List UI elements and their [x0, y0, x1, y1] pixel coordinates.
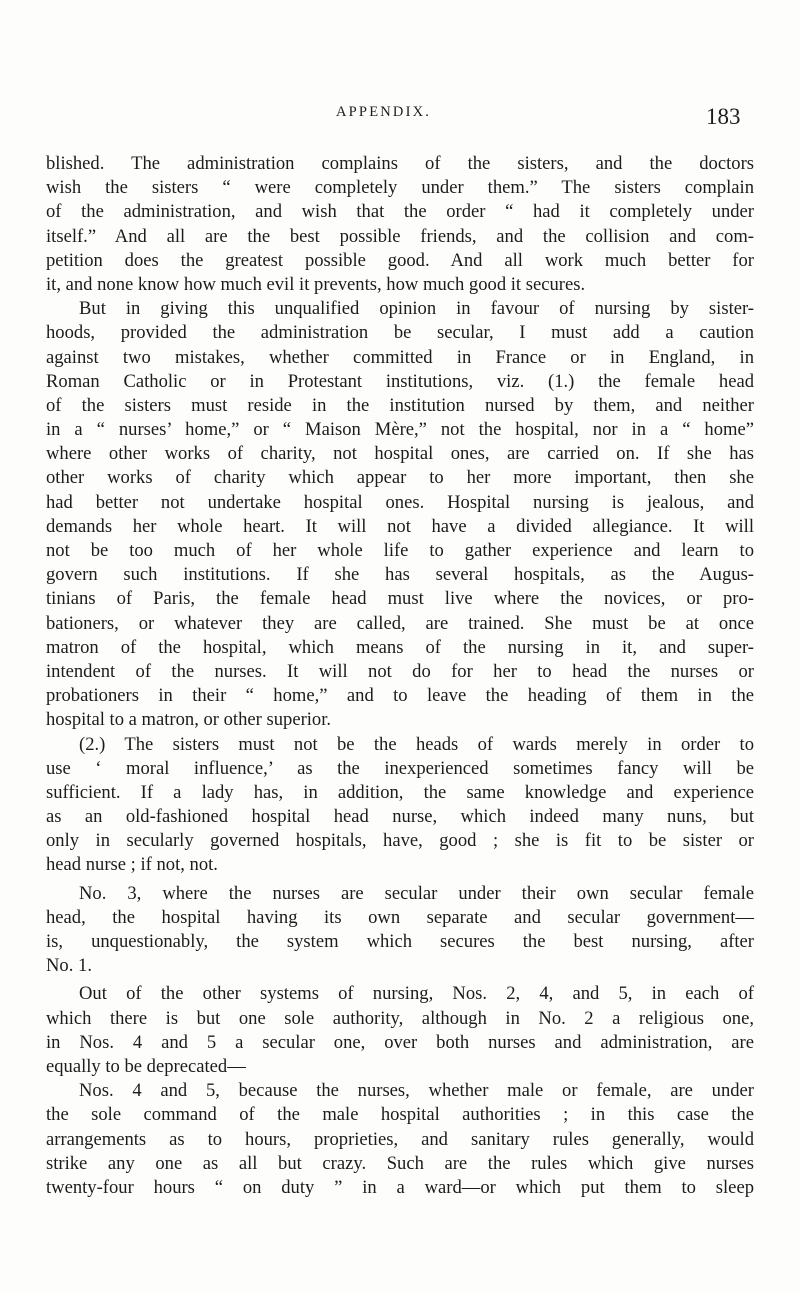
text-line: tinians of Paris, the female head must live where the novices, or pro- [46, 588, 754, 610]
text-line: as an old-fashioned hospital head nurse, which indeed many nuns, but [46, 806, 754, 828]
text-line: itself.” And all are the best possible friends, and the collision and com- [46, 225, 754, 247]
text-line: (2.) The sisters must not be the heads of wards merely in order to [79, 733, 754, 755]
text-line: of the administration, and wish that the order “ had it completely under [46, 201, 754, 223]
text-line: Roman Catholic or in Protestant institutions, viz. (1.) the female head [46, 370, 754, 392]
text-line: wish the sisters “ were completely under them.” The sisters complain [46, 177, 754, 199]
text-line: matron of the hospital, which means of the nursing in it, and super- [46, 636, 754, 658]
text-line: hospital to a matron, or other superior. [46, 709, 332, 731]
text-line: use ‘ moral influence,’ as the inexperienced sometimes fancy will be [46, 757, 754, 779]
text-line: No. 3, where the nurses are secular under their own secular female [79, 882, 754, 904]
text-line: it, and none know how much evil it prevents, how much good it secures. [46, 273, 586, 295]
text-line: of the sisters must reside in the institution nursed by them, and neither [46, 394, 754, 416]
page-number: 183 [706, 104, 741, 129]
text-line: hoods, provided the administration be secular, I must add a caution [46, 322, 754, 344]
text-line: had better not undertake hospital ones. Hospital nursing is jealous, and [46, 491, 754, 513]
text-line: head, the hospital having its own separate and secular government— [46, 906, 754, 928]
text-line: other works of charity which appear to her more important, then she [46, 467, 754, 489]
text-line: in a “ nurses’ home,” or “ Maison Mère,” not the hospital, nor in a “ home” [46, 419, 754, 441]
running-head: APPENDIX. [336, 104, 432, 120]
text-line: against two mistakes, whether committed in France or in England, in [46, 346, 754, 368]
page-header [0, 104, 800, 134]
text-line: But in giving this unqualified opinion in favour of nursing by sister- [79, 298, 754, 320]
text-line: petition does the greatest possible good. And all work much better for [46, 249, 754, 271]
text-line: intendent of the nurses. It will not do for her to head the nurses or [46, 660, 754, 682]
text-line: which there is but one sole authority, although in No. 2 a religious one, [46, 1007, 754, 1029]
text-line: strike any one as all but crazy. Such are the rules which give nurses [46, 1152, 754, 1174]
text-line: Nos. 4 and 5, because the nurses, whether male or female, are under [79, 1080, 754, 1102]
text-line: govern such institutions. If she has several hospitals, as the Augus- [46, 564, 754, 586]
text-line: where other works of charity, not hospital ones, are carried on. If she has [46, 443, 754, 465]
text-line: sufficient. If a lady has, in addition, the same knowledge and experience [46, 781, 754, 803]
text-line: head nurse ; if not, not. [46, 854, 218, 876]
text-line: the sole command of the male hospital authorities ; in this case the [46, 1104, 754, 1126]
text-line: is, unquestionably, the system which secures the best nursing, after [46, 931, 754, 952]
text-line: in Nos. 4 and 5 a secular one, over both nurses and administration, are [46, 1031, 754, 1053]
text-line: only in secularly governed hospitals, have, good ; she is fit to be sister or [46, 830, 754, 852]
text-line: probationers in their “ home,” and to leave the heading of them in the [46, 685, 754, 707]
text-line: Out of the other systems of nursing, Nos. 2, 4, and 5, in each of [79, 983, 754, 1005]
text-line: twenty-four hours “ on duty ” in a ward—or which put them to sleep [46, 1176, 754, 1198]
text-line: No. 1. [46, 955, 92, 977]
text-line: demands her whole heart. It will not have a divided allegiance. It will [46, 515, 754, 537]
text-line: equally to be deprecated— [46, 1055, 246, 1077]
text-line: arrangements as to hours, proprieties, and sanitary rules generally, would [46, 1128, 754, 1150]
text-line: bationers, or whatever they are called, are trained. She must be at once [46, 612, 754, 634]
text-line: not be too much of her whole life to gather experience and learn to [46, 540, 754, 561]
body-text [46, 152, 754, 1200]
text-line: blished. The administration complains of the sisters, and the doctors [46, 153, 754, 174]
